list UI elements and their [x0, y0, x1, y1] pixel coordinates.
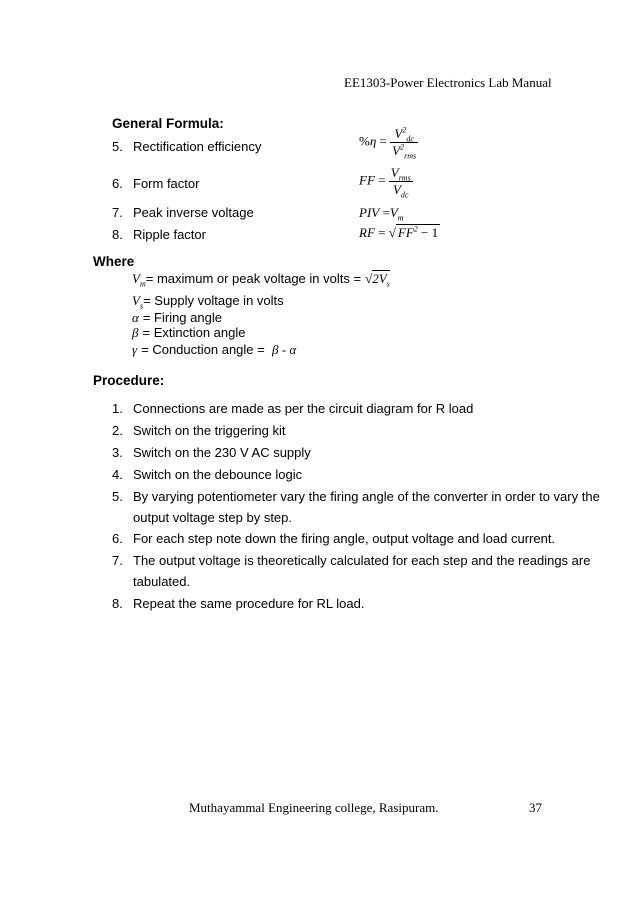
- step-number: 1.: [112, 401, 123, 416]
- page-number: 37: [529, 800, 542, 815]
- formula-label-ripple-factor: Ripple factor: [133, 227, 206, 242]
- formula-form-factor: FF = $\frac{V_{rms}}{V_{dc}}$: [359, 165, 411, 200]
- step-number: 5.: [112, 489, 123, 504]
- def-text: = Firing angle: [142, 310, 222, 325]
- step-number: 3.: [112, 445, 123, 460]
- formula-number: 5.: [112, 139, 123, 154]
- formula-number: 8.: [112, 227, 123, 242]
- def-text: = Extinction angle: [142, 325, 246, 340]
- procedure-step-text: output voltage step by step.: [133, 510, 292, 525]
- footer-college: Muthayammal Engineering college, Rasipuram.: [189, 800, 439, 815]
- section-heading-where: Where: [93, 254, 135, 269]
- where-def-gamma: γ = Conduction angle = β - α: [132, 342, 297, 357]
- step-number: 2.: [112, 423, 123, 438]
- formula-ripple-factor: RF = √ $FF^2 - 1$: [359, 224, 439, 240]
- procedure-step-text: The output voltage is theoretically calculated for each step and the readings are: [133, 553, 591, 568]
- section-heading-procedure: Procedure:: [93, 373, 165, 388]
- formula-label-form-factor: Form factor: [133, 176, 200, 191]
- running-header: EE1303-Power Electronics Lab Manual: [344, 75, 552, 90]
- formula-efficiency: %η = $\frac{V^2_{dc}}{V^2_{rms}}$: [359, 125, 417, 161]
- formula-label-rectification-efficiency: Rectification efficiency: [133, 139, 262, 154]
- def-text: = maximum or peak voltage in volts =: [145, 271, 362, 286]
- def-text: = Conduction angle =: [141, 342, 265, 357]
- procedure-step-text: Switch on the debounce logic: [133, 467, 303, 482]
- step-number: 7.: [112, 553, 123, 568]
- procedure-step-text: tabulated.: [133, 574, 191, 589]
- where-def-vs: $V_s=$ Supply voltage in volts: [132, 293, 284, 311]
- step-number: 4.: [112, 467, 123, 482]
- formula-label-peak-inverse-voltage: Peak inverse voltage: [133, 205, 254, 220]
- def-text: = Supply voltage in volts: [143, 293, 284, 308]
- procedure-step-text: For each step note down the firing angle, output voltage and load current.: [133, 531, 556, 546]
- where-def-vm: $V_m=$ maximum or peak voltage in volts = $√2V_s$: [132, 271, 390, 289]
- formula-number: 7.: [112, 205, 123, 220]
- procedure-step-text: By varying potentiometer vary the firing angle of the converter in order to vary the: [133, 489, 600, 504]
- procedure-step-text: Switch on the triggering kit: [133, 423, 286, 438]
- procedure-step-text: Connections are made as per the circuit diagram for R load: [133, 401, 474, 416]
- where-def-beta: β = Extinction angle: [132, 325, 246, 340]
- procedure-step-text: Repeat the same procedure for RL load.: [133, 596, 365, 611]
- procedure-step-text: Switch on the 230 V AC supply: [133, 445, 311, 460]
- section-heading-general-formula: General Formula:: [112, 116, 224, 131]
- step-number: 8.: [112, 596, 123, 611]
- step-number: 6.: [112, 531, 123, 546]
- formula-piv: PIV $=V_m$: [359, 205, 404, 223]
- where-def-alpha: α = Firing angle: [132, 310, 222, 325]
- formula-number: 6.: [112, 176, 123, 191]
